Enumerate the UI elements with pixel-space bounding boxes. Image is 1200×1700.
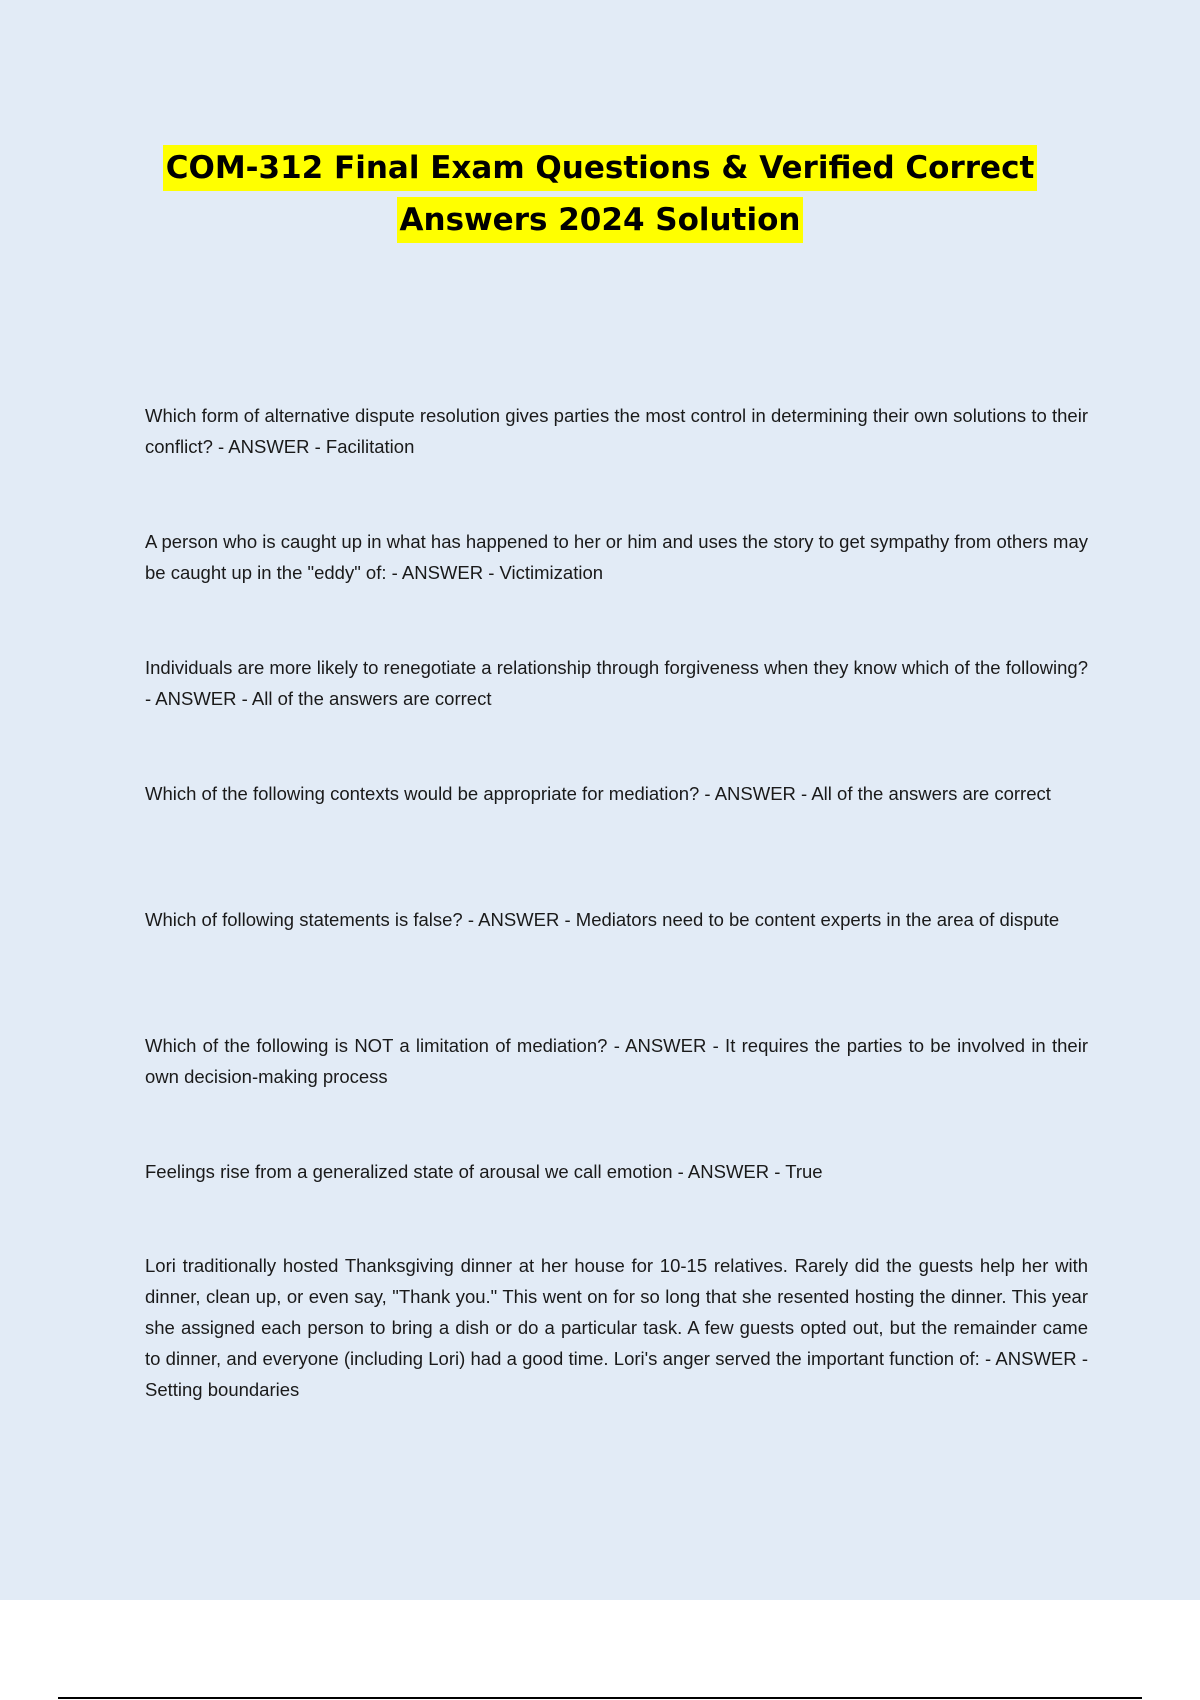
qa-item-8: Lori traditionally hosted Thanksgiving dinner at her house for 10-15 relatives. Rarely did the guests help her with dinner, clean up, or even say, "Thank you." This went on for so long that she resented hosting the dinner. This year she assigned each person to bring a dish or do a particular task. A few guests opted out, but the remainder came to dinner, and everyone (including Lori) had a good time. Lori's anger served the important function of: - ANSWER - Setting boundaries [145, 1255, 1088, 1400]
title-line-2: Answers 2024 Solution [397, 197, 804, 243]
qa-item-5: Which of following statements is false? - ANSWER - Mediators need to be content experts in the area of dispute [145, 909, 1060, 930]
document-title [0, 142, 1200, 246]
qa-item-4: Which of the following contexts would be appropriate for mediation? - ANSWER - All of the answers are correct [145, 783, 1051, 804]
qa-item-3: Individuals are more likely to renegotiate a relationship through forgiveness when they know which of the following? - ANSWER - All of the answers are correct [145, 657, 1089, 709]
qa-item-1: Which form of alternative dispute resolution gives parties the most control in determining their own solutions to their conflict? - ANSWER - Facilitation [145, 405, 1088, 457]
qa-item-7: Feelings rise from a generalized state of arousal we call emotion - ANSWER - True [145, 1161, 823, 1182]
qa-item-2: A person who is caught up in what has happened to her or him and uses the story to get sympathy from others may be caught up in the "eddy" of: - ANSWER - Victimization [145, 531, 1088, 583]
title-line-1: COM-312 Final Exam Questions & Verified Correct [163, 145, 1038, 191]
qa-item-6: Which of the following is NOT a limitation of mediation? - ANSWER - It requires the parties to be involved in their own decision-making process [145, 1035, 1088, 1087]
footer-divider [58, 1697, 1142, 1699]
